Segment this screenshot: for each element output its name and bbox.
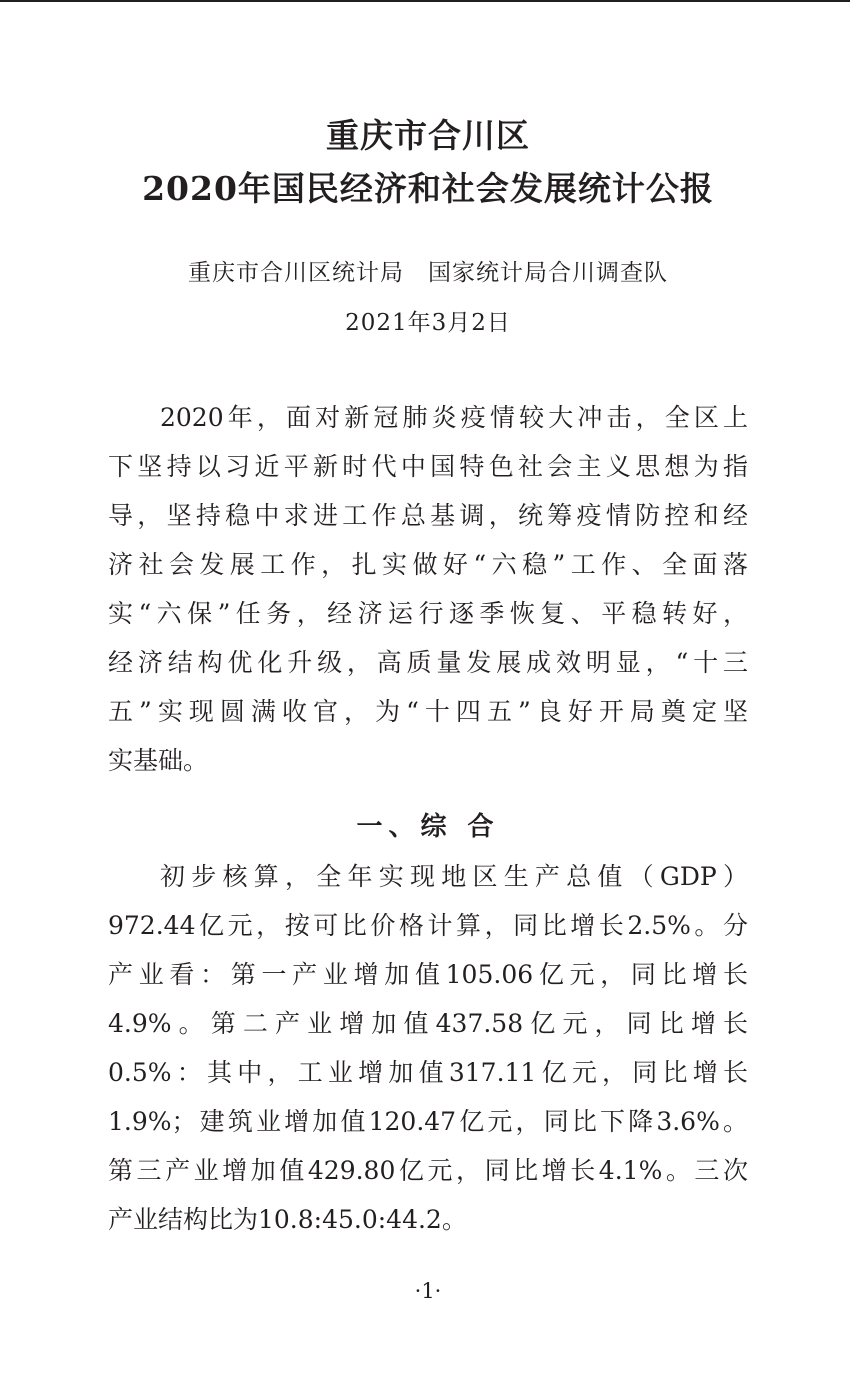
top-border-rule xyxy=(0,0,850,2)
paragraph-line: 济社会发展工作，扎实做好“六稳”工作、全面落 xyxy=(108,550,748,579)
paragraph-line: 下坚持以习近平新时代中国特色社会主义思想为指 xyxy=(108,452,748,481)
section-heading-general: 一、综 合 xyxy=(356,812,500,842)
paragraph-line: 第三产业增加值429.80亿元，同比增长4.1%。三次 xyxy=(108,1156,748,1185)
paragraph-line: 产业结构比为10.8:45.0:44.2。 xyxy=(108,1205,467,1234)
paragraph-line: 初步核算，全年实现地区生产总值（GDP） xyxy=(160,862,748,891)
document-title-line-2: 2020年国民经济和社会发展统计公报 xyxy=(142,169,714,208)
intro-paragraph xyxy=(108,393,748,785)
paragraph-line: 实基础。 xyxy=(108,746,209,775)
paragraph-line: 五”实现圆满收官，为“十四五”良好开局奠定坚 xyxy=(108,697,748,726)
document-authors: 重庆市合川区统计局 国家统计局合川调查队 xyxy=(188,260,668,286)
paragraph-line: 实“六保”任务，经济运行逐季恢复、平稳转好， xyxy=(108,599,748,628)
paragraph-line: 972.44亿元，按可比价格计算，同比增长2.5%。分 xyxy=(108,911,748,940)
paragraph-line: 产业看：第一产业增加值105.06亿元，同比增长 xyxy=(108,960,748,989)
paragraph-line: 0.5%：其中，工业增加值317.11亿元，同比增长 xyxy=(108,1058,748,1087)
paragraph-line: 导，坚持稳中求进工作总基调，统筹疫情防控和经 xyxy=(108,501,748,530)
paragraph-line: 4.9%。第二产业增加值437.58亿元，同比增长 xyxy=(108,1009,748,1038)
paragraph-line: 2020年，面对新冠肺炎疫情较大冲击，全区上 xyxy=(160,403,748,432)
document-date: 2021年3月2日 xyxy=(345,310,511,336)
document-title-line-1: 重庆市合川区 xyxy=(326,116,530,155)
paragraph-line: 1.9%；建筑业增加值120.47亿元，同比下降3.6%。 xyxy=(108,1107,748,1136)
section-general-paragraph xyxy=(108,852,748,1244)
paragraph-line: 经济结构优化升级，高质量发展成效明显，“十三 xyxy=(108,648,748,677)
page-number: ·1· xyxy=(414,1279,442,1303)
